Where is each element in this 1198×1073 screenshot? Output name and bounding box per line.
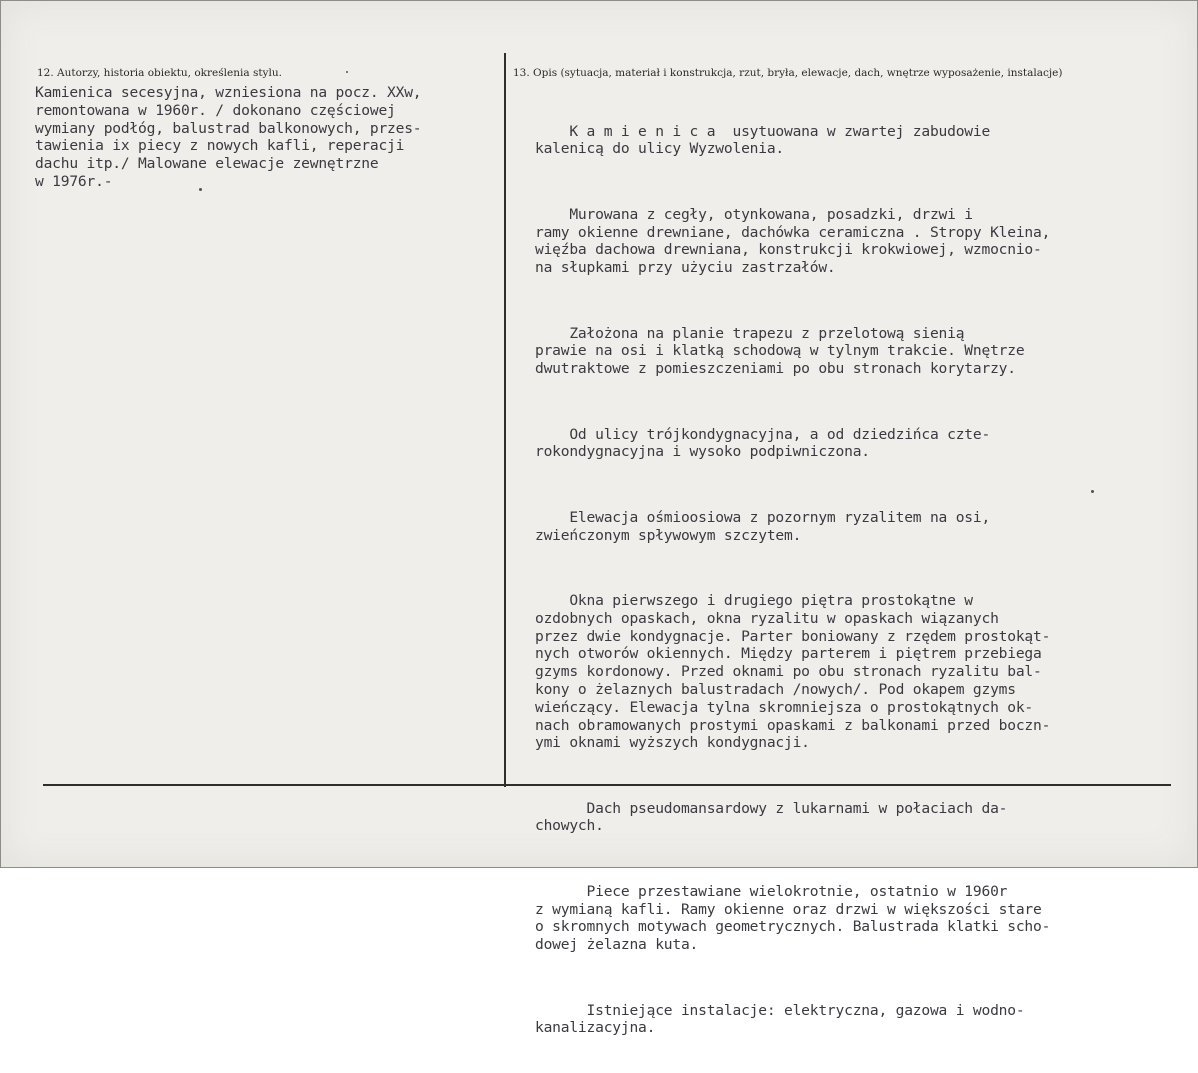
description-paragraph: Elewacja ośmioosiowa z pozornym ryzalitem na osi, zwieńczonym spływowym szczytem.	[535, 508, 991, 544]
column-divider	[504, 53, 506, 787]
field-12-typed-text: Kamienica secesyjna, wzniesiona na pocz. XXw, remontowana w 1960r. / dokonano częściowej wymiany podłóg, balustrad balkonowych, przes- tawienia ix piecy z nowych kafli, reperacji dachu itp./ Malowane elewacje zewnętrzne w 1976r.-	[35, 84, 422, 190]
description-paragraph: K a m i e n i c a usytuowana w zwartej zabudowie kalenicą do ulicy Wyzwolenia.	[535, 122, 991, 158]
field-13-typed-text	[535, 87, 1050, 1073]
ink-speck	[1091, 490, 1094, 493]
description-paragraph: Okna pierwszego i drugiego piętra prostokątne w ozdobnych opaskach, okna ryzalitu w opaskach wiązanych przez dwie kondygnacje. Parter boniowany z rzędem prostokąt- nych otworów okiennych. Między parterem i piętrem przebiega gzyms kordonowy. Przed oknami po obu stronach ryzalitu bal- kony o żelaznych balustradach /nowych/. Pod okapem gzyms wieńczący. Elewacja tylna skromniejsza o prostokątnych ok- nach obramowanych prostymi opaskami z balkonami przed boczn- ymi oknami wyższych kondygnacji.	[535, 591, 1051, 752]
description-paragraph: Od ulicy trójkondygnacyjna, a od dziedzińca czte- rokondygnacyjna i wysoko podpiwniczona.	[535, 425, 991, 461]
description-paragraph: Piece przestawiane wielokrotnie, ostatnio w 1960r z wymianą kafli. Ramy okienne oraz drzwi w większości stare o skromnych motywach geometrycznych. Balustrada klatki scho- dowej żelazna kuta.	[535, 882, 1051, 954]
description-paragraph: Murowana z cegły, otynkowana, posadzki, drzwi i ramy okienne drewniane, dachówka ceramiczna . Stropy Kleina, więźba dachowa drewniana, konstrukcji krokwiowej, wzmocnio- na słupkami przy użyciu zastrzałów.	[535, 205, 1051, 277]
field-12-heading: 12. Autorzy, historia obiektu, określenia stylu.	[37, 67, 282, 79]
ink-speck	[199, 188, 202, 191]
field-13-heading: 13. Opis (sytuacja, materiał i konstrukcja, rzut, bryła, elewacje, dach, wnętrze wyposażenie, instalacje)	[513, 67, 1063, 79]
description-paragraph: Założona na planie trapezu z przelotową sienią prawie na osi i klatką schodową w tylnym trakcie. Wnętrze dwutraktowe z pomieszczeniami po obu stronach korytarzy.	[535, 324, 1025, 378]
description-paragraph: Istniejące instalacje: elektryczna, gazowa i wodno- kanalizacyjna.	[535, 1001, 1025, 1037]
description-paragraph: Dach pseudomansardowy z lukarnami w połaciach da- chowych.	[535, 799, 1008, 835]
ink-speck	[346, 71, 348, 73]
